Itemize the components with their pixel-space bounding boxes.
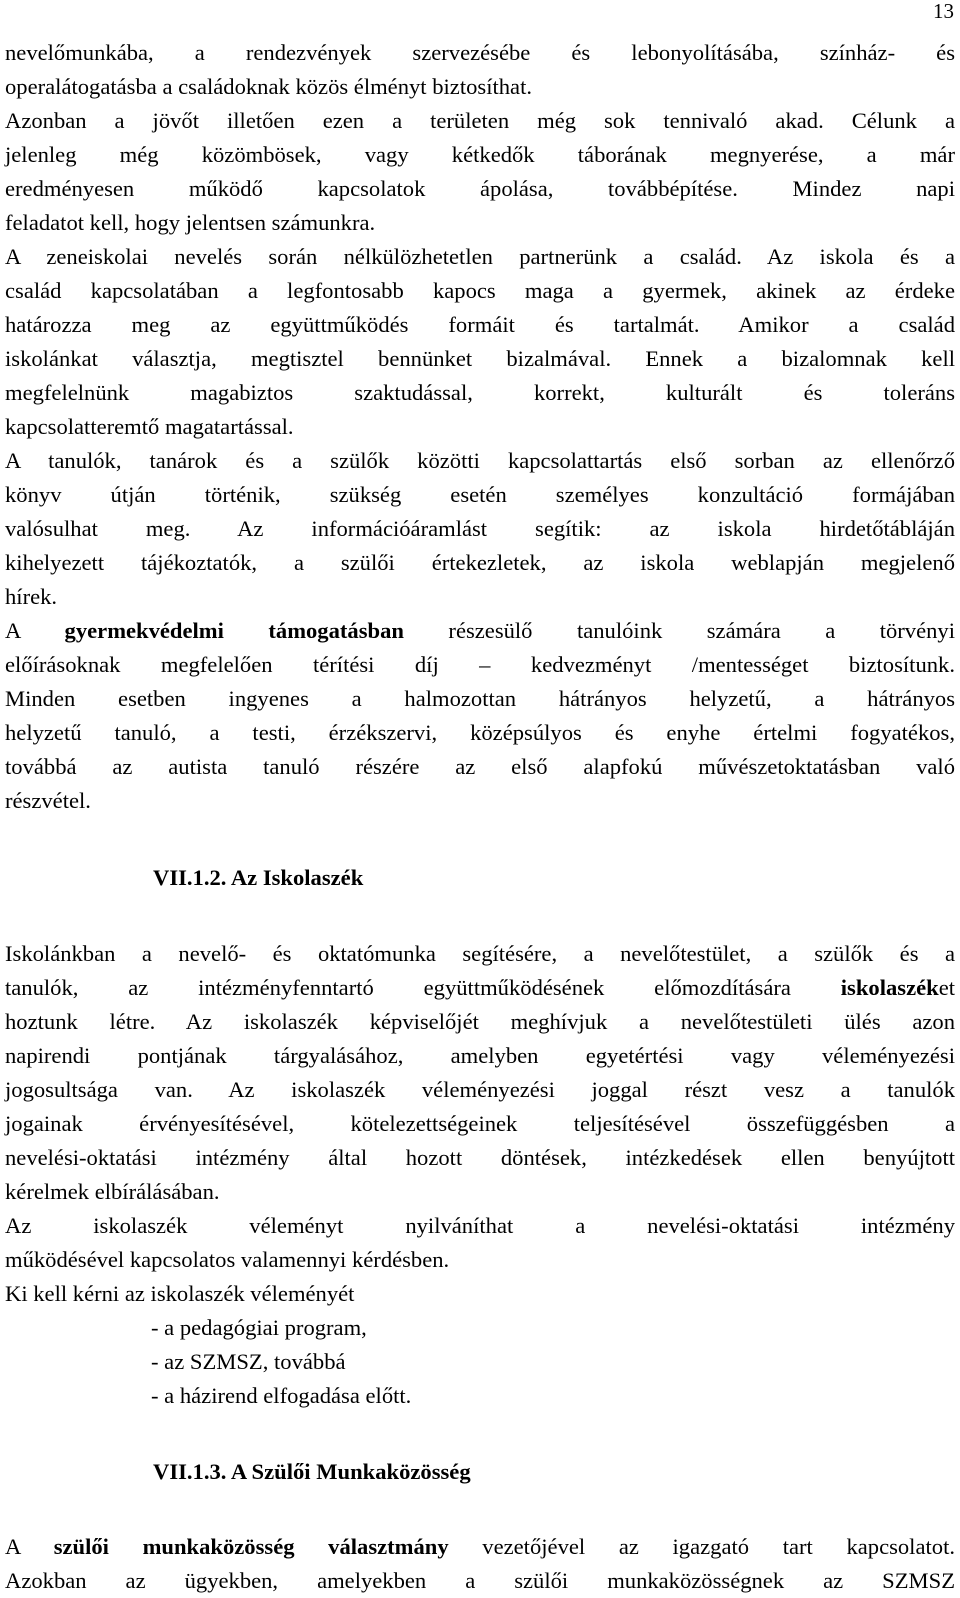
text-line: napirendi pontjának tárgyalásához, amelyben egyetértési vagy véleményezési	[5, 1043, 955, 1068]
section-heading: VII.1.3. A Szülői Munkaközösség	[153, 1459, 471, 1484]
text-line: eredményesen működő kapcsolatok ápolása, továbbépítése. Mindez napi	[5, 176, 955, 201]
bold-term: szülői munkaközösség választmány	[53, 1534, 449, 1559]
paragraph-communication	[5, 444, 955, 614]
text-line: család kapcsolatában a legfontosabb kapocs maga a gyermek, akinek az érdeke	[5, 278, 955, 303]
bold-term: gyermekvédelmi támogatásban	[64, 618, 404, 643]
text-line: továbbá az autista tanuló részére az első alapfokú művészetoktatásban való	[5, 754, 955, 779]
paragraph-family-events	[5, 36, 955, 104]
text-line: Azonban a jövőt illetően ezen a területen még sok tennivaló akad. Célunk a	[5, 108, 955, 133]
text-line: határozza meg az együttműködés formáit és tartalmát. Amikor a család	[5, 312, 955, 337]
text-run: A	[5, 1534, 54, 1559]
text-run: részesülő tanulóink számára a törvényi	[403, 618, 956, 643]
text-run: vezetőjével az igazgató tart kapcsolatot.	[448, 1534, 955, 1559]
text-line: Minden esetben ingyenes a halmozottan hátrányos helyzetű, a hátrányos	[5, 686, 955, 711]
text-line: Az iskolaszék véleményt nyilváníthat a nevelési-oktatási intézmény	[5, 1213, 955, 1238]
text-line	[5, 1530, 955, 1564]
text-line: megfelelnünk magabiztos szaktudással, korrekt, kulturált és toleráns	[5, 380, 955, 405]
text-line: kérelmek elbírálásában.	[5, 1179, 220, 1204]
text-line: jogosultsága van. Az iskolaszék véleményezési joggal részt vesz a tanulók	[5, 1077, 955, 1102]
list-item: - a házirend elfogadása előtt.	[151, 1383, 412, 1408]
opinion-list	[5, 1311, 955, 1413]
paragraph-parent-committee	[5, 1530, 955, 1598]
text-line	[5, 614, 955, 648]
text-line: A zeneiskolai nevelés során nélkülözhetetlen partnerünk a család. Az iskola és a	[5, 244, 955, 269]
text-line: jelenleg még közömbösek, vagy kétkedők táborának megnyerése, a már	[5, 142, 955, 167]
text-line: kapcsolatteremtő magatartással.	[5, 414, 294, 439]
list-item: - az SZMSZ, továbbá	[151, 1349, 346, 1374]
section-heading: VII.1.2. Az Iskolaszék	[153, 865, 364, 890]
text-line: nevelési-oktatási intézmény által hozott döntések, intézkedések ellen benyújtott	[5, 1145, 955, 1170]
text-line: jogainak érvényesítésével, kötelezettségeinek teljesítésével összefüggésben a	[5, 1111, 955, 1136]
list-item: - a pedagógiai program,	[151, 1315, 367, 1340]
text-line: feladatot kell, hogy jelentsen számunkra.	[5, 210, 376, 235]
text-run: A	[5, 618, 65, 643]
text-run: tanulók, az intézményfenntartó együttműködésének előmozdítására	[5, 975, 841, 1000]
text-line: működésével kapcsolatos valamennyi kérdésben.	[5, 1247, 450, 1272]
text-line: operalátogatásba a családoknak közös élményt biztosíthat.	[5, 74, 533, 99]
text-line: helyzetű tanuló, a testi, érzékszervi, középsúlyos és enyhe értelmi fogyatékos,	[5, 720, 955, 745]
text-line: Ki kell kérni az iskolaszék véleményét	[5, 1281, 355, 1306]
text-line: Azokban az ügyekben, amelyekben a szülői munkaközösségnek az SZMSZ	[5, 1568, 955, 1593]
bold-term: iskolaszék	[840, 975, 939, 1000]
paragraph-family-partnership	[5, 240, 955, 444]
paragraph-future-tasks	[5, 104, 955, 240]
text-line: kihelyezett tájékoztatók, a szülői értekezletek, az iskola weblapján megjelenő	[5, 550, 955, 575]
document-body	[5, 36, 955, 1598]
text-line: iskolánkat választja, megtisztel bennünket bizalmával. Ennek a bizalomnak kell	[5, 346, 955, 371]
text-line: könyv útján történik, szükség esetén személyes konzultáció formájában	[5, 482, 955, 507]
text-line: Iskolánkban a nevelő- és oktatómunka segítésére, a nevelőtestület, a szülők és a	[5, 941, 955, 966]
text-line: hoztunk létre. Az iskolaszék képviselőjét meghívjuk a nevelőtestületi ülés azon	[5, 1009, 955, 1034]
page-number: 13	[933, 0, 954, 23]
text-line: A tanulók, tanárok és a szülők közötti kapcsolattartás első sorban az ellenőrző	[5, 448, 955, 473]
text-line: nevelőmunkába, a rendezvények szervezésébe és lebonyolításába, színház- és	[5, 40, 955, 65]
text-line	[5, 971, 955, 1005]
paragraph-board-opinion	[5, 1209, 955, 1277]
text-run: et	[938, 975, 955, 1000]
text-line: valósulhat meg. Az információáramlást segítik: az iskola hirdetőtábláján	[5, 516, 955, 541]
text-line: részvétel.	[5, 788, 91, 813]
paragraph-child-protection	[5, 614, 955, 818]
paragraph-school-board	[5, 937, 955, 1209]
text-line: hírek.	[5, 584, 58, 609]
text-line: előírásoknak megfelelően térítési díj – kedvezményt /mentességet biztosítunk.	[5, 652, 955, 677]
